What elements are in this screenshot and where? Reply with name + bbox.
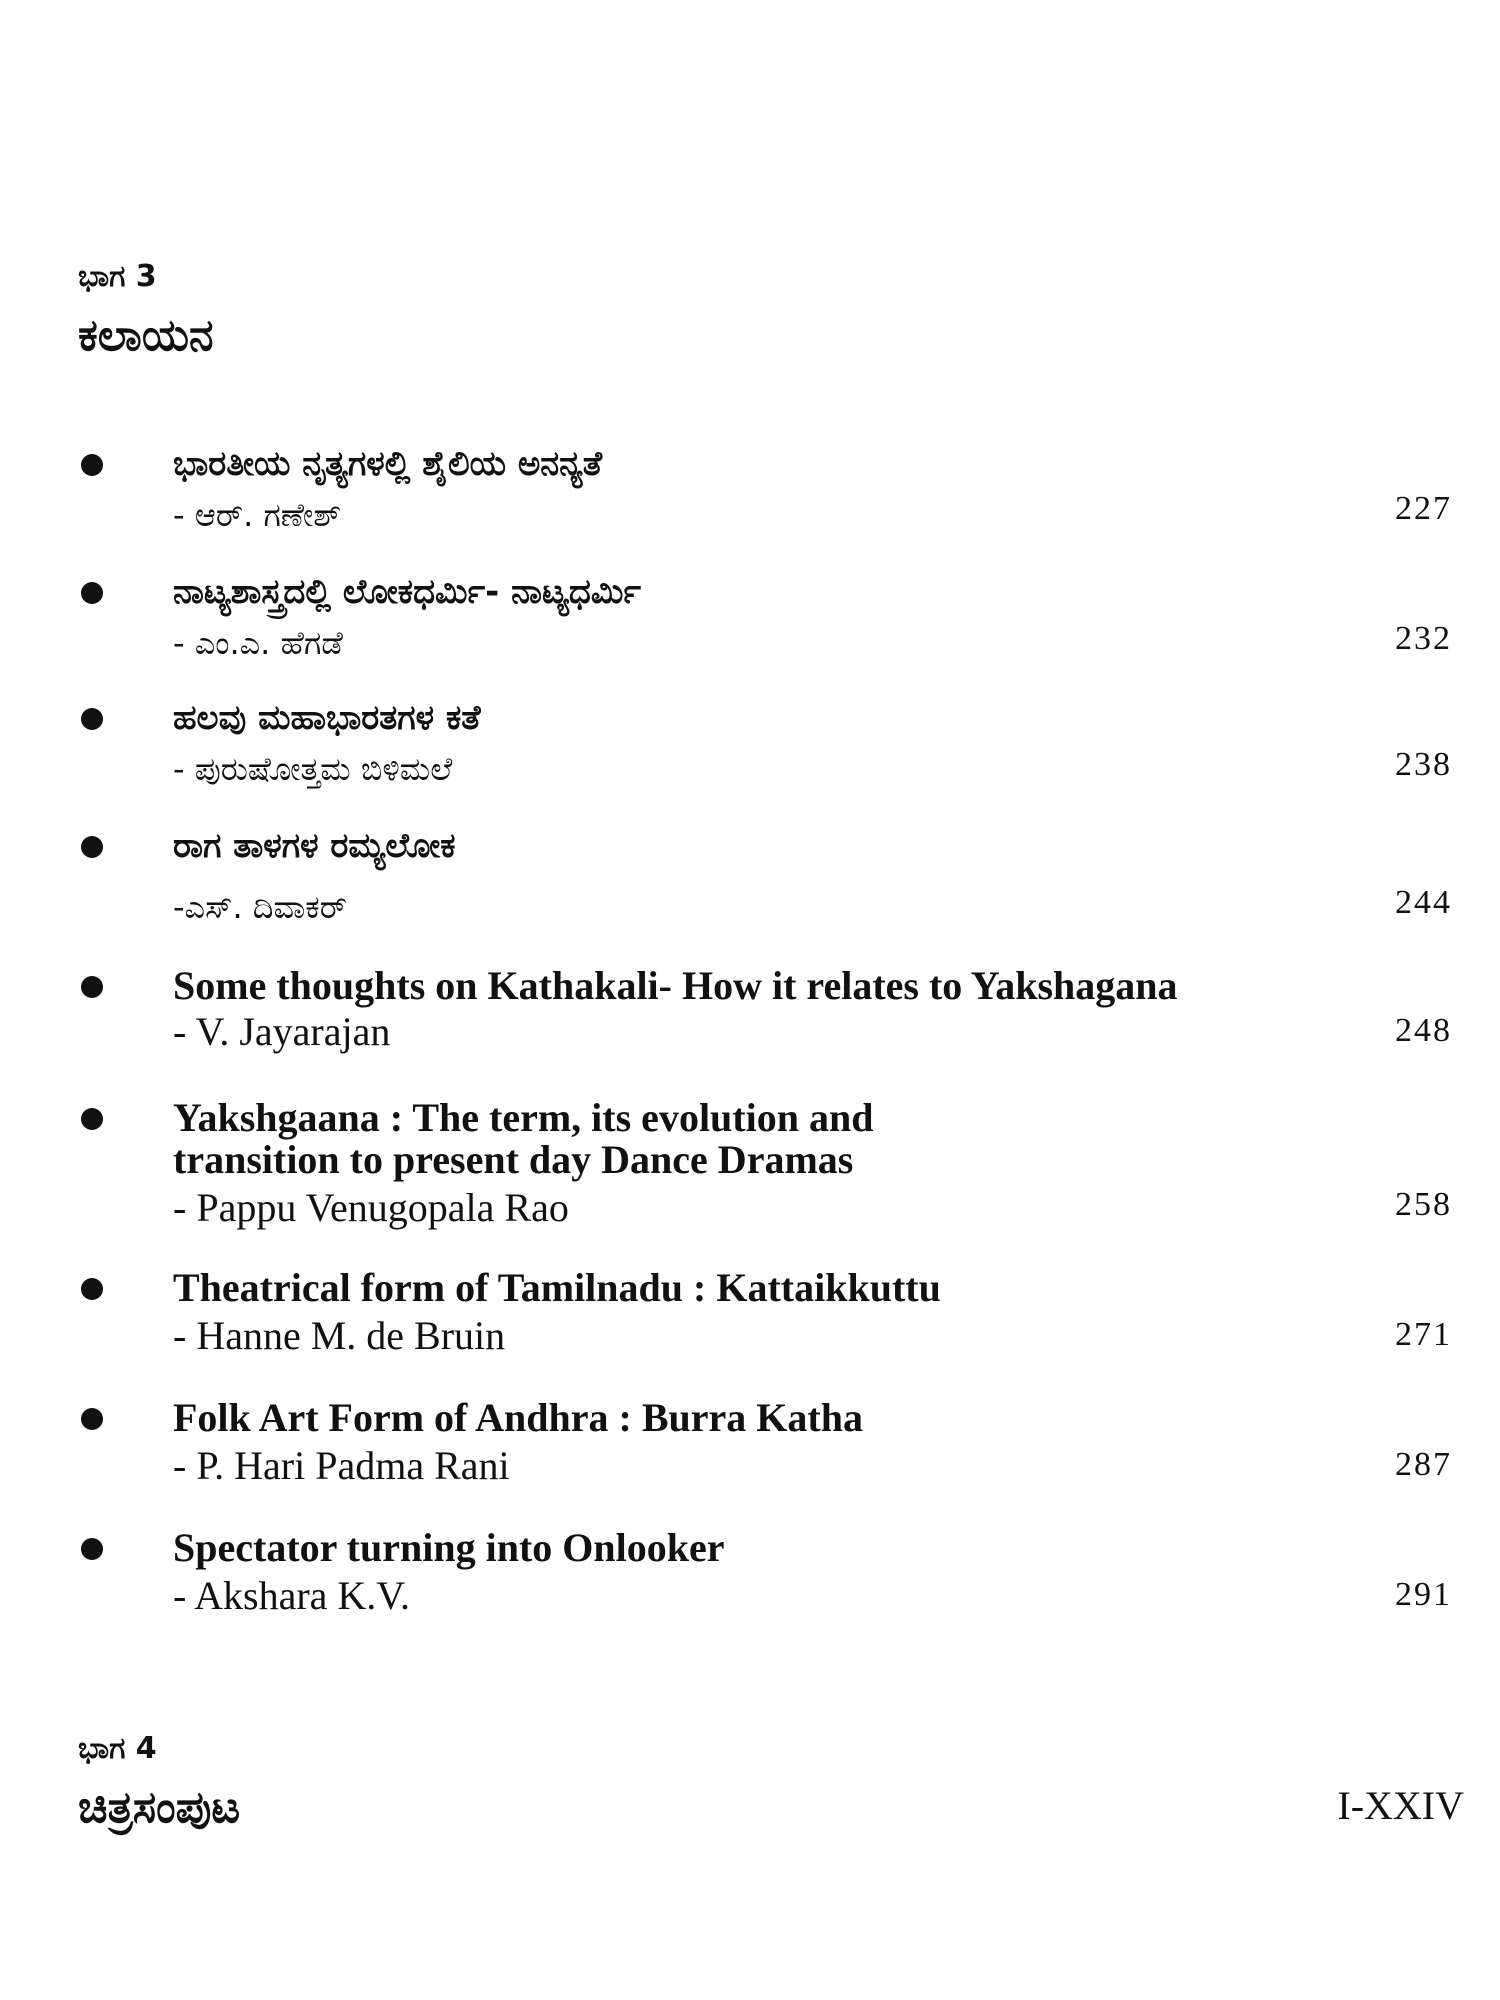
entry-author: - Pappu Venugopala Rao [173,1185,569,1230]
entry-author: - ಪುರುಷೋತ್ತಮ ಬಿಳಿಮಲೆ [173,750,453,788]
part-3-label: ಭಾಗ 3 [78,259,157,294]
entry-page-number: 244 [1395,884,1452,921]
bullet-icon [81,454,103,476]
entry-title: Spectator turning into Onlooker [173,1525,725,1570]
bullet-icon [81,708,103,730]
entry-page-number: 232 [1395,620,1452,657]
entry-page-number: 258 [1395,1186,1452,1223]
entry-page-number: 271 [1395,1316,1452,1353]
entry-title: ಹಲವು ಮಹಾಭಾರತಗಳ ಕತೆ [173,698,481,738]
entry-title: Theatrical form of Tamilnadu : Kattaikkuttu [173,1265,941,1310]
entry-author: - Hanne M. de Bruin [173,1313,506,1358]
bullet-icon [81,1278,103,1300]
entry-author: - ಎಂ.ಎ. ಹೆಗಡೆ [173,624,343,662]
bullet-icon [81,1538,103,1560]
entry-page-number: 287 [1395,1446,1452,1483]
entry-title-line-2: transition to present day Dance Dramas [173,1137,854,1182]
entry-title: Some thoughts on Kathakali- How it relates to Yakshagana [173,963,1178,1008]
part-3-title: ಕಲಾಯನ [78,310,214,361]
entry-author: - Akshara K.V. [173,1573,411,1618]
entry-title: ಭಾರತೀಯ ನೃತ್ಯಗಳಲ್ಲಿ ಶೈಲಿಯ ಅನನ್ಯತೆ [173,444,603,484]
entry-title: ರಾಗ ತಾಳಗಳ ರಮ್ಯಲೋಕ [173,826,456,866]
entry-author: - V. Jayarajan [173,1009,391,1054]
entry-page-number: 227 [1395,490,1452,527]
part-4-label: ಭಾಗ 4 [78,1731,157,1766]
entry-title: ನಾಟ್ಯಶಾಸ್ತ್ರದಲ್ಲಿ ಲೋಕಧರ್ಮಿ- ನಾಟ್ಯಧರ್ಮಿ [173,572,641,612]
bullet-icon [81,836,103,858]
entry-page-number: 238 [1395,746,1452,783]
bullet-icon [81,1108,103,1130]
entry-author: -ಎಸ್. ದಿವಾಕರ್ [173,888,348,926]
entry-page-number: 291 [1395,1576,1452,1613]
bullet-icon [81,582,103,604]
part-4-page-range: I-XXIV [1337,1783,1464,1828]
entry-page-number: 248 [1395,1012,1452,1049]
entry-title: Yakshgaana : The term, its evolution and [173,1095,874,1140]
bullet-icon [81,1408,103,1430]
entry-title: Folk Art Form of Andhra : Burra Katha [173,1395,863,1440]
entry-author: - ಆರ್. ಗಣೇಶ್ [173,496,342,534]
part-4-title: ಚಿತ್ರಸಂಪುಟ [78,1782,241,1833]
bullet-icon [81,976,103,998]
entry-author: - P. Hari Padma Rani [173,1443,510,1488]
